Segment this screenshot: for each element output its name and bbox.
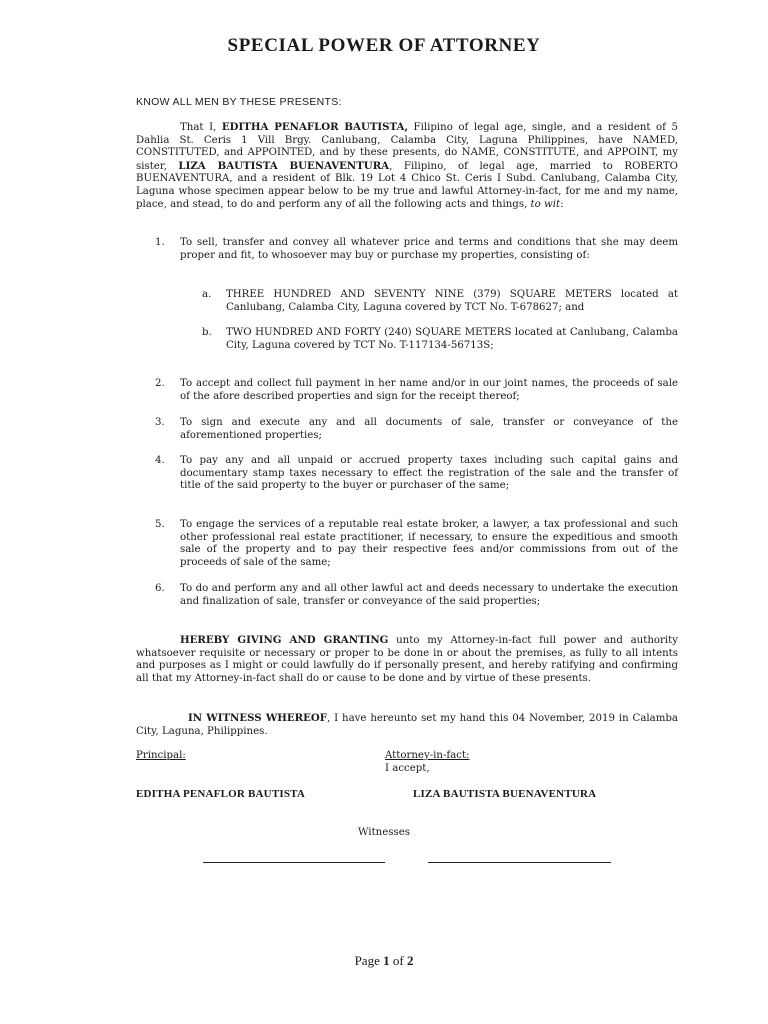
principal-signature-name: EDITHA PENAFLOR BAUTISTA: [136, 788, 306, 800]
attorney-name-inline: LIZA BAUTISTA BUENAVENTURA: [178, 159, 390, 172]
sub-item-letter: b.: [202, 327, 212, 338]
accept-text: I accept,: [385, 763, 430, 774]
item-text: To sell, transfer and convey all whatever price and terms and conditions that she may deem proper and fit, to whosoever may buy or purchase my properties, consisting of:: [180, 237, 678, 261]
page-footer: [0, 955, 768, 968]
item-number: 1.: [155, 237, 165, 248]
witness-signature-line: [428, 862, 611, 863]
current-page-number: 1: [383, 953, 390, 968]
item-number: 6.: [155, 583, 165, 594]
sub-item-text: THREE HUNDRED AND SEVENTY NINE (379) SQUARE METERS located at Canlubang, Calamba City, Laguna covered by TCT No. T-678627; and: [226, 289, 678, 313]
witness-clause: [136, 712, 678, 738]
footer-text: Page: [354, 953, 384, 968]
item-text: To accept and collect full payment in her name and/or in our joint names, the proceeds of sale of the afore described properties and sign for the receipt thereof;: [180, 378, 678, 402]
attorney-signature-name: LIZA BAUTISTA BUENAVENTURA: [413, 788, 597, 800]
intro-text: Filipino of legal age, single, and a resident of 5 Dahlia St. Ceris 1 Vill Brgy. Canlubang, Calamba City, Laguna Philippines, have NAMED, CONSTITUTED, and APPOINTED, and by these presents, do NAME, CONSTITUTE, and APPOINT, my sister,: [136, 122, 678, 172]
principal-label: Principal:: [136, 750, 186, 761]
item-number: 3.: [155, 417, 165, 428]
to-wit: to wit: [530, 198, 561, 210]
attorney-label: Attorney-in-fact:: [385, 750, 470, 761]
principal-name-inline: EDITHA PENAFLOR BAUTISTA,: [221, 121, 409, 133]
item-number: 2.: [155, 378, 165, 389]
footer-text: of: [389, 953, 407, 968]
item-text: To pay any and all unpaid or accrued property taxes including such capital gains and documentary stamp taxes necessary to effect the registration of the sale and the transfer of title of the said property to the buyer or purchaser of the same;: [180, 455, 678, 492]
item-number: 4.: [155, 455, 165, 466]
total-page-number: 2: [406, 953, 414, 968]
opening-line: KNOW ALL MEN BY THESE PRESENTS:: [136, 96, 342, 108]
item-text: To sign and execute any and all documents of sale, transfer or conveyance of the aforementioned properties;: [180, 417, 678, 441]
intro-paragraph: [136, 121, 678, 211]
granting-text: unto my Attorney-in-fact full power and authority whatsoever requisite or necessary or proper to be done in or about the premises, as fully to all intents and purposes as I might or could lawfully do if personally present, and hereby ratifying and confirming all that my Attorney-in-fact shall do or cause to be done and by virtue of these presents.: [136, 635, 678, 684]
witness-signature-line: [203, 862, 385, 863]
item-number: 5.: [155, 519, 165, 530]
document-title: SPECIAL POWER OF ATTORNEY: [227, 35, 541, 56]
witness-heading: IN WITNESS WHEREOF: [188, 712, 327, 724]
intro-text: , Filipino, of legal age, married to ROBERTO BUENAVENTURA, and a resident of Blk. 19 Lot 4 Chico St. Ceris I Subd. Canlubang, Calamba City, Laguna whose specimen appear below to be my true and lawful Attorney-in-fact, for me and my name, place, and stead, to do and perform any of all the following acts and things,: [136, 160, 678, 210]
intro-text: :: [560, 198, 564, 210]
witnesses-label: Witnesses: [358, 827, 410, 838]
witness-text: , I have hereunto set my hand this 04 November, 2019 in Calamba City, Laguna, Philippines.: [136, 713, 678, 737]
granting-paragraph: [136, 634, 678, 685]
intro-text: That I,: [180, 122, 222, 133]
sub-item-letter: a.: [202, 289, 212, 300]
sub-item-text: TWO HUNDRED AND FORTY (240) SQUARE METERS located at Canlubang, Calamba City, Laguna covered by TCT No. T-117134-56713S;: [226, 327, 678, 351]
item-text: To engage the services of a reputable real estate broker, a lawyer, a tax professional and such other professional real estate practitioner, if necessary, to ensure the expeditious and smooth sale of the property and to pay their respective fees and/or commissions from out of the proceeds of sale of the same;: [180, 519, 678, 568]
granting-heading: HEREBY GIVING AND GRANTING: [180, 634, 389, 646]
item-text: To do and perform any and all other lawful act and deeds necessary to undertake the execution and finalization of sale, transfer or conveyance of the said properties;: [180, 583, 678, 607]
